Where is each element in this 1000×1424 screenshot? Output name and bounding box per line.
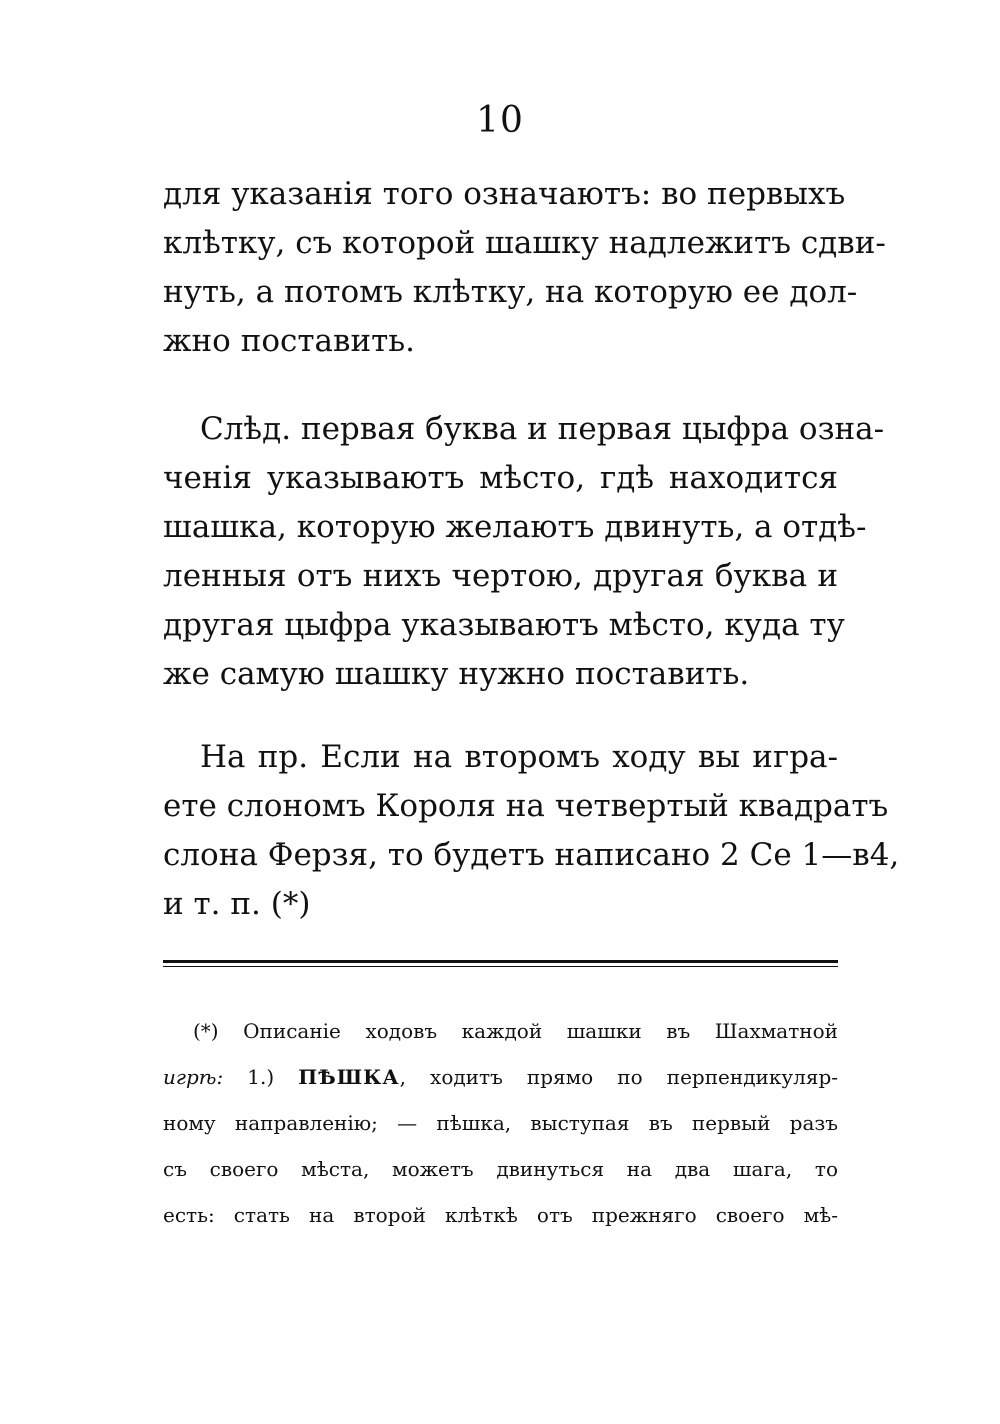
footnote-divider xyxy=(163,960,838,967)
paragraph-2 xyxy=(163,405,885,699)
paragraph-line: Слѣд. первая буква и первая цыфра озна- xyxy=(200,411,885,447)
footnote-line: ному направленію; — пѣшка, выступая въ первый разъ xyxy=(163,1111,838,1135)
paragraph-3 xyxy=(163,733,900,929)
paragraph-line: клѣтку, съ которой шашку надлежитъ сдви- xyxy=(163,225,886,261)
paragraph-line: же самую шашку нужно поставить. xyxy=(163,656,750,692)
paragraph-line: ленныя отъ нихъ чертою, другая буква и xyxy=(163,558,838,594)
footnote xyxy=(163,1008,838,1238)
paragraph-line: шашка, которую желаютъ двинуть, а отдѣ- xyxy=(163,509,867,545)
footnote-line: есть: стать на второй клѣткѣ отъ прежняго своего мѣ- xyxy=(163,1203,838,1227)
footnote-heading: ПѢШКА xyxy=(298,1065,400,1089)
paragraph-line: нуть, а потомъ клѣтку, на которую ее дол- xyxy=(163,274,858,310)
footnote-line xyxy=(163,1054,838,1100)
footnote-number: 1.) xyxy=(247,1065,275,1089)
page-number: 10 xyxy=(476,100,524,141)
paragraph-line: для указанія того означаютъ: во первыхъ xyxy=(163,176,846,212)
paragraph-line: слона Ферзя, то будетъ написано 2 Се 1—в4, xyxy=(163,837,900,873)
footnote-italic: игрѣ: xyxy=(163,1065,224,1089)
paragraph-line: жно поставить. xyxy=(163,323,416,359)
footnote-text: , ходитъ прямо по перпендикуляр- xyxy=(399,1065,839,1089)
paragraph-line: ете слономъ Короля на четвертый квадратъ xyxy=(163,788,889,824)
footnote-line: съ своего мѣста, можетъ двинуться на два шага, то xyxy=(163,1157,838,1181)
paragraph-1 xyxy=(163,170,886,366)
footnote-line: (*) Описаніе ходовъ каждой шашки въ Шахматной xyxy=(193,1019,838,1043)
paragraph-line: другая цыфра указываютъ мѣсто, куда ту xyxy=(163,607,845,643)
paragraph-line: На пр. Если на второмъ ходу вы игра- xyxy=(200,739,838,775)
paragraph-line: ченія указываютъ мѣсто, гдѣ находится xyxy=(163,460,838,496)
paragraph-line: и т. п. (*) xyxy=(163,886,311,922)
